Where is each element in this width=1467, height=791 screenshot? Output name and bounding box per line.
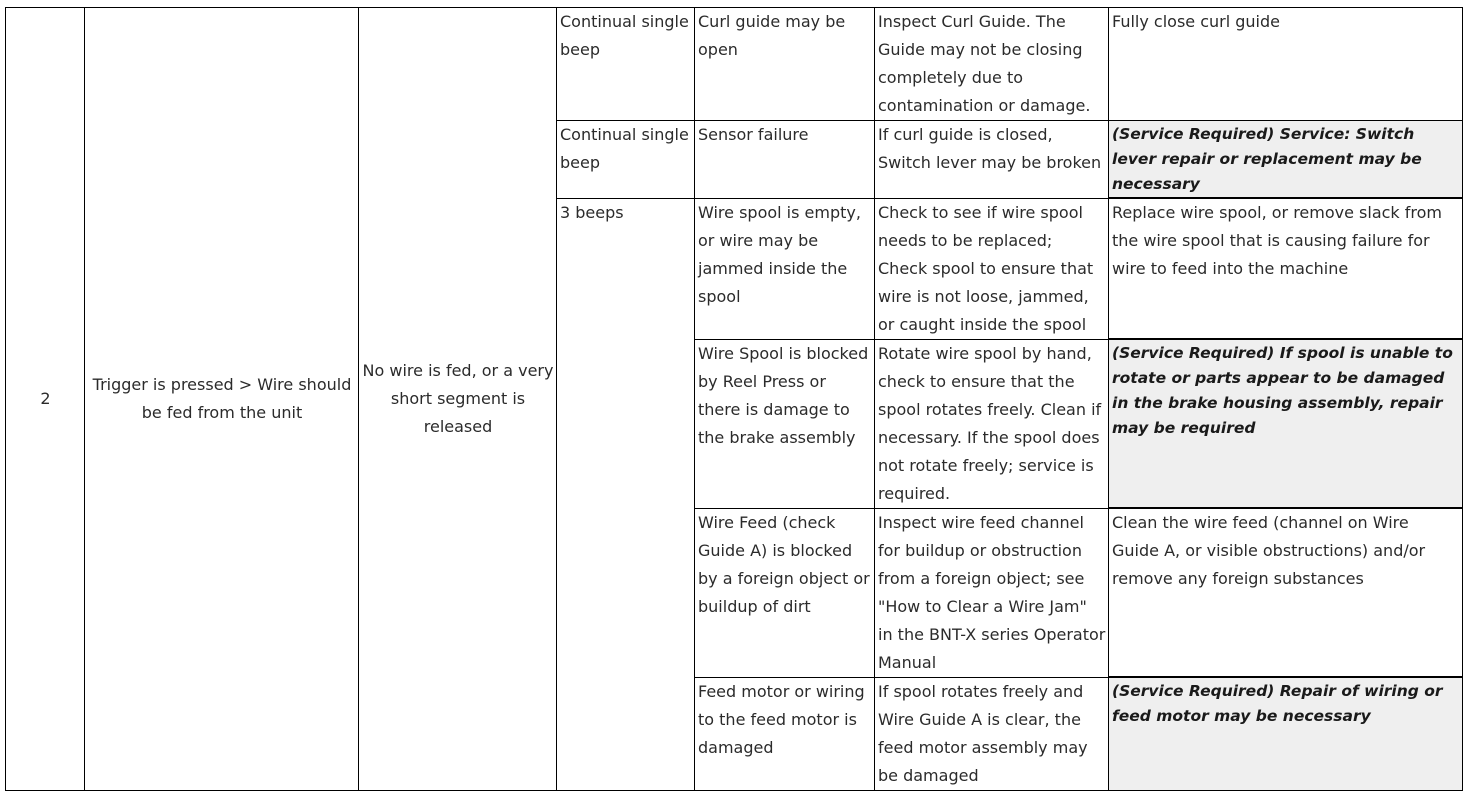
symptom-cell: No wire is fed, or a very short segment is released [359,8,557,791]
check-cell: Inspect wire feed channel for buildup or obstruction from a foreign object; see "How to Clear a Wire Jam" in the BNT-X series Operator Manual [875,508,1109,677]
service-remedy-cell: (Service Required) Service: Switch lever repair or replacement may be necessary [1109,121,1463,199]
action-cell: Trigger is pressed > Wire should be fed from the unit [85,8,359,791]
row-number-cell: 2 [6,8,85,791]
cause-cell: Wire Feed (check Guide A) is blocked by a foreign object or buildup of dirt [695,508,875,677]
check-cell: Rotate wire spool by hand, check to ensure that the spool rotates freely. Clean if necessary. If the spool does not rotate freely; service is required. [875,339,1109,508]
check-cell: If curl guide is closed, Switch lever may be broken [875,121,1109,199]
remedy-cell: Clean the wire feed (channel on Wire Guide A, or visible obstructions) and/or remove any foreign substances [1109,508,1463,677]
check-cell: Check to see if wire spool needs to be replaced; Check spool to ensure that wire is not loose, jammed, or caught inside the spool [875,198,1109,339]
remedy-cell: Replace wire spool, or remove slack from the wire spool that is causing failure for wire to feed into the machine [1109,198,1463,339]
cause-cell: Sensor failure [695,121,875,199]
cause-cell: Curl guide may be open [695,8,875,121]
beeps-cell: Continual single beep [557,8,695,121]
beeps-cell: 3 beeps [557,198,695,790]
cause-cell: Wire spool is empty, or wire may be jammed inside the spool [695,198,875,339]
table-row [6,8,1463,121]
remedy-cell: Fully close curl guide [1109,8,1463,121]
check-cell: Inspect Curl Guide. The Guide may not be closing completely due to contamination or damage. [875,8,1109,121]
troubleshooting-table [5,7,1463,791]
service-remedy-cell: (Service Required) Repair of wiring or feed motor may be necessary [1109,677,1463,790]
cause-cell: Wire Spool is blocked by Reel Press or there is damage to the brake assembly [695,339,875,508]
cause-cell: Feed motor or wiring to the feed motor is damaged [695,677,875,790]
beeps-cell: Continual single beep [557,121,695,199]
service-remedy-cell: (Service Required) If spool is unable to rotate or parts appear to be damaged in the brake housing assembly, repair may be required [1109,339,1463,508]
check-cell: If spool rotates freely and Wire Guide A is clear, the feed motor assembly may be damaged [875,677,1109,790]
